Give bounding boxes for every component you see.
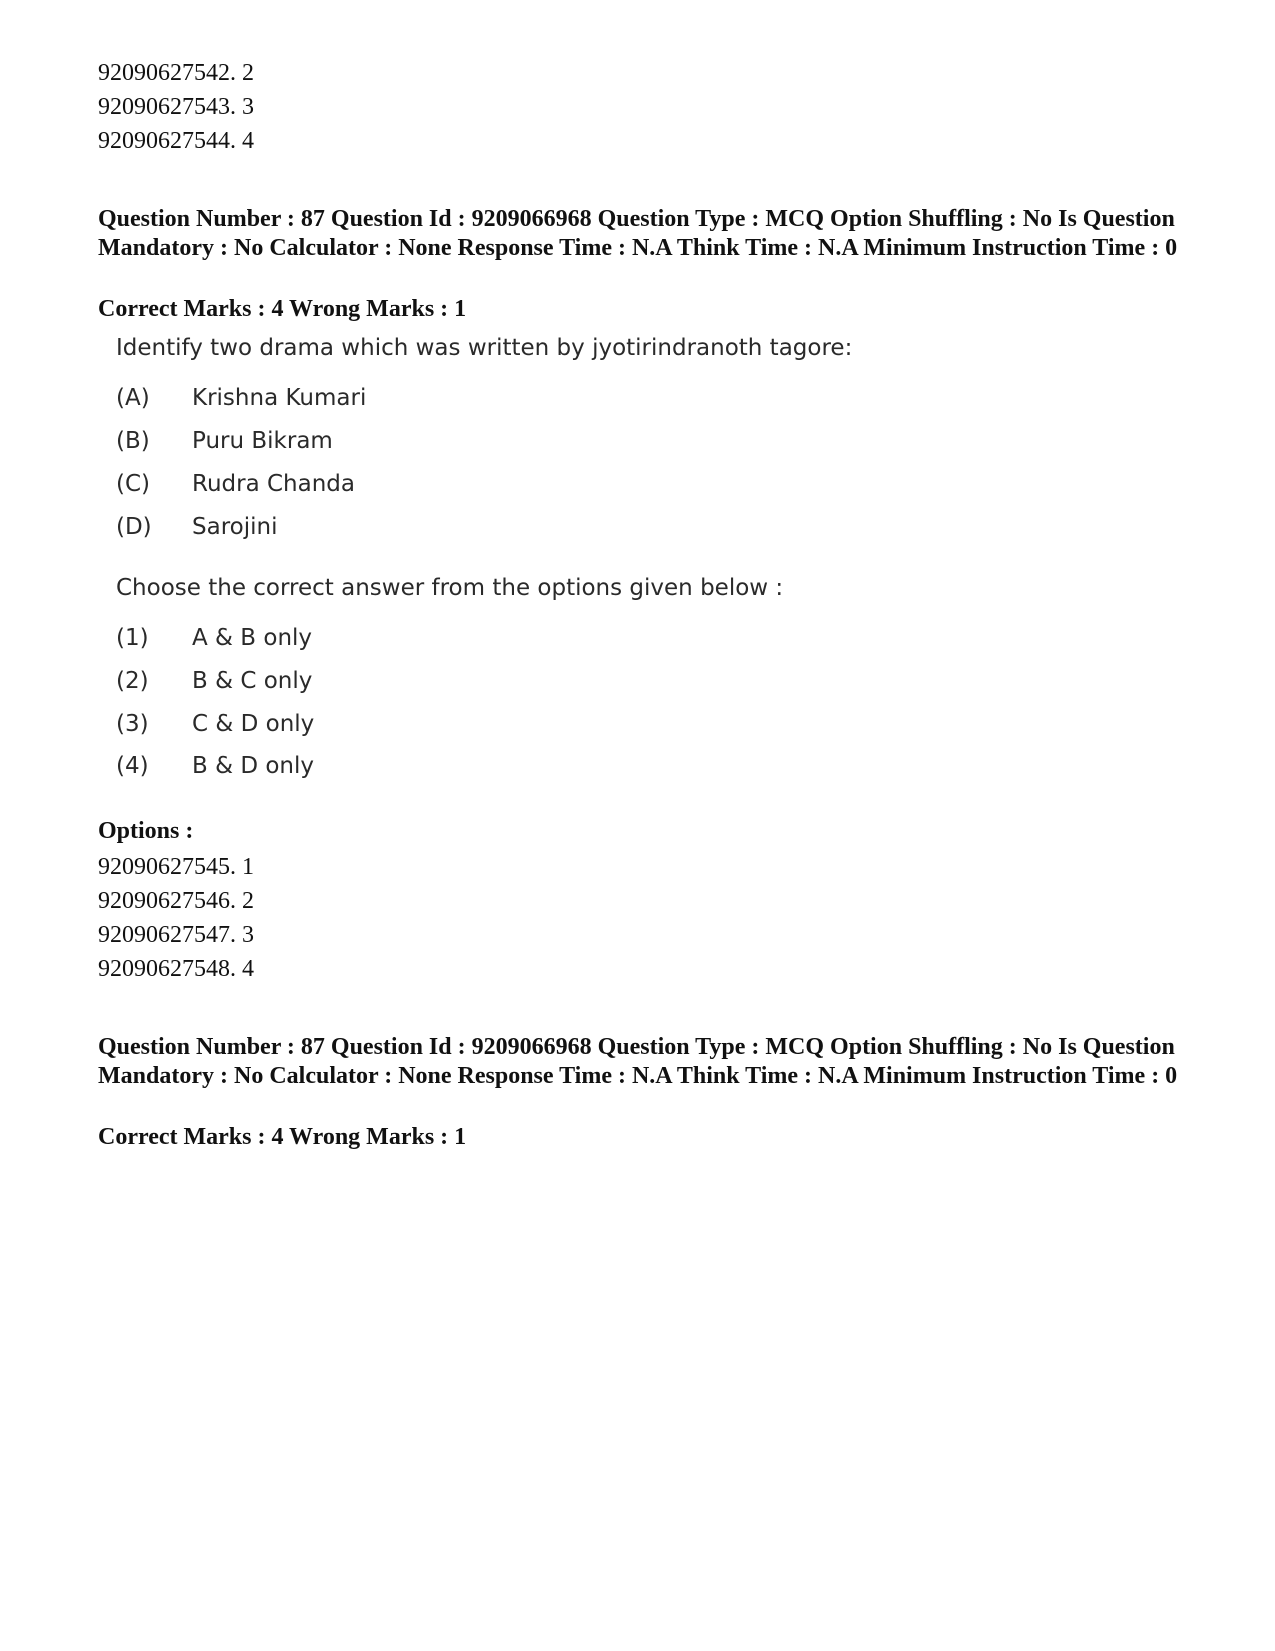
- statement-label: (C): [116, 471, 151, 497]
- option-line: 92090627542. 2: [98, 60, 254, 86]
- answer-choice: [116, 625, 312, 651]
- choice-label: (2): [116, 668, 149, 694]
- question-meta-text: Question Number : 87 Question Id : 9209066968 Question Type : MCQ Option Shuffling : No Is Question Mandatory : No Calculator : None Response Time : N.A Think Time : N.A Minimum Instruction Time : 0: [98, 1034, 1178, 1089]
- question-meta: [98, 1033, 1198, 1090]
- answer-choice: [116, 711, 314, 737]
- question-meta-text: Question Number : 87 Question Id : 9209066968 Question Type : MCQ Option Shuffling : No Is Question Mandatory : No Calculator : None Response Time : N.A Think Time : N.A Minimum Instruction Time : 0: [98, 206, 1178, 261]
- choice-label: (4): [116, 753, 149, 779]
- question-meta: [98, 205, 1198, 262]
- option-line: 92090627543. 3: [98, 94, 254, 120]
- question-marks: Correct Marks : 4 Wrong Marks : 1: [98, 296, 467, 322]
- choice-label: (1): [116, 625, 149, 651]
- statement-label: (D): [116, 514, 152, 540]
- option-line: 92090627548. 4: [98, 956, 254, 982]
- option-line: 92090627545. 1: [98, 854, 254, 880]
- choice-label: (3): [116, 711, 149, 737]
- option-line: 92090627544. 4: [98, 128, 254, 154]
- option-line: 92090627546. 2: [98, 888, 254, 914]
- statement-text: Puru Bikram: [192, 428, 333, 454]
- statement-text: Sarojini: [192, 514, 278, 540]
- choice-text: B & D only: [192, 753, 315, 779]
- answer-choice: [116, 753, 314, 779]
- statement-text: Krishna Kumari: [192, 385, 367, 411]
- question-marks: Correct Marks : 4 Wrong Marks : 1: [98, 1124, 467, 1150]
- statement-label: (A): [116, 385, 150, 411]
- statement-item: [116, 514, 277, 540]
- answer-choice: [116, 668, 312, 694]
- question-image: [98, 335, 858, 815]
- statement-item: [116, 385, 366, 411]
- question-stem: Identify two drama which was written by jyotirindranoth tagore:: [116, 335, 853, 361]
- choice-text: C & D only: [192, 711, 315, 737]
- statement-label: (B): [116, 428, 150, 454]
- statement-text: Rudra Chanda: [192, 471, 355, 497]
- choice-text: B & C only: [192, 668, 313, 694]
- statement-item: [116, 471, 355, 497]
- options-heading: Options :: [98, 818, 194, 844]
- option-line: 92090627547. 3: [98, 922, 254, 948]
- choose-instruction: Choose the correct answer from the options given below :: [116, 575, 784, 601]
- statement-item: [116, 428, 333, 454]
- choice-text: A & B only: [192, 625, 313, 651]
